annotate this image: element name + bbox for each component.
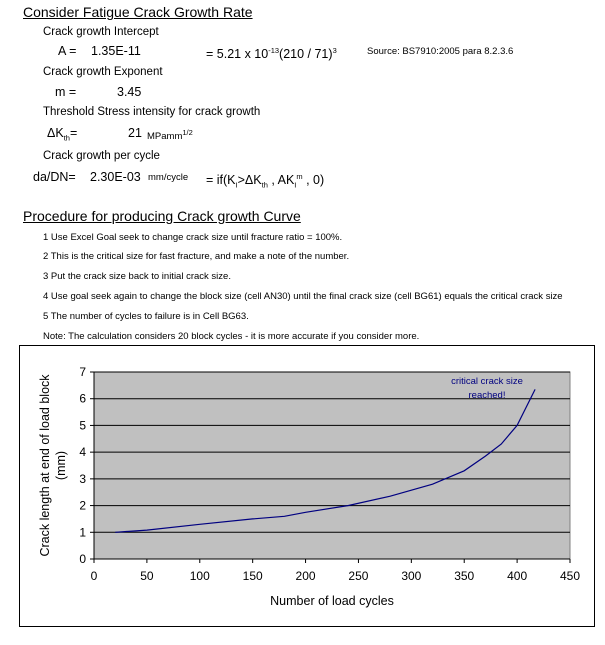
m-label: m = [55, 85, 77, 99]
chart-annotation: reached! [468, 390, 506, 401]
crack-growth-chart [20, 346, 594, 626]
y-axis-title: Crack length at end of load block [38, 374, 52, 557]
y-axis-title-unit: (mm) [54, 450, 68, 481]
x-tick-label: 450 [559, 569, 581, 583]
y-tick-label: 2 [79, 498, 86, 513]
dadn-value: 2.30E-03 [90, 170, 141, 184]
x-tick-label: 50 [140, 569, 154, 583]
per-cycle-label: Crack growth per cycle [43, 150, 160, 162]
a-label: A = [58, 44, 77, 58]
dadn-unit: mm/cycle [148, 172, 189, 183]
dadn-formula: = $if(K_I>\Delta K_{th}$ , $AK_I^m$ , 0) [206, 172, 325, 190]
y-tick-label: 4 [79, 445, 86, 460]
a-value: 1.35E-11 [91, 44, 141, 58]
x-tick-label: 0 [90, 569, 98, 583]
x-tick-label: 150 [242, 569, 263, 583]
procedure-step: 5 The number of cycles to failure is in Cell BG63. [43, 311, 249, 322]
x-tick-label: 250 [348, 569, 369, 583]
a-formula: = 5.21 x $10^{-13}(210 / 71)^3$ [206, 46, 337, 62]
m-value: 3.45 [117, 85, 142, 99]
y-tick-label: 0 [79, 552, 86, 566]
procedure-step: 3 Put the crack size back to initial crack size. [43, 271, 231, 282]
y-tick-label: 7 [79, 365, 86, 379]
y-tick-label: 3 [79, 471, 86, 486]
x-tick-label: 400 [507, 569, 528, 583]
page-title: Consider Fatigue Crack Growth Rate [23, 4, 253, 20]
procedure-title: Procedure for producing Crack growth Curve [23, 208, 301, 224]
y-tick-label: 6 [79, 391, 86, 406]
procedure-step: 4 Use goal seek again to change the block size (cell AN30) until the final crack size (cell BG61) equals the critical crack size [43, 291, 563, 302]
threshold-label: Threshold Stress intensity for crack growth [43, 106, 261, 118]
procedure-step: 1 Use Excel Goal seek to change crack size until fracture ratio = 100%. [43, 232, 343, 243]
dk-unit: MPamm$^{1/2}$ [147, 128, 193, 143]
y-tick-label: 1 [79, 525, 86, 540]
dadn-label: da/DN= [33, 170, 76, 184]
chart-frame [19, 345, 595, 627]
x-tick-label: 200 [295, 569, 316, 583]
x-tick-label: 300 [401, 569, 422, 583]
procedure-note: Note: The calculation considers 20 block cycles - it is more accurate if you consider more. [43, 331, 420, 342]
a-source: Source: BS7910:2005 para 8.2.3.6 [367, 46, 514, 57]
x-tick-label: 350 [454, 569, 475, 583]
exponent-label: Crack growth Exponent [43, 66, 163, 78]
x-tick-label: 100 [189, 569, 210, 583]
dk-value: 21 [128, 126, 142, 140]
dk-label: $\Delta K_{th}=$ [47, 126, 78, 143]
intercept-label: Crack growth Intercept [43, 26, 159, 38]
x-axis-title: Number of load cycles [270, 594, 394, 608]
procedure-step: 2 This is the critical size for fast fracture, and make a note of the number. [43, 251, 350, 262]
chart-annotation: critical crack size [451, 376, 523, 387]
y-tick-label: 5 [79, 418, 86, 433]
